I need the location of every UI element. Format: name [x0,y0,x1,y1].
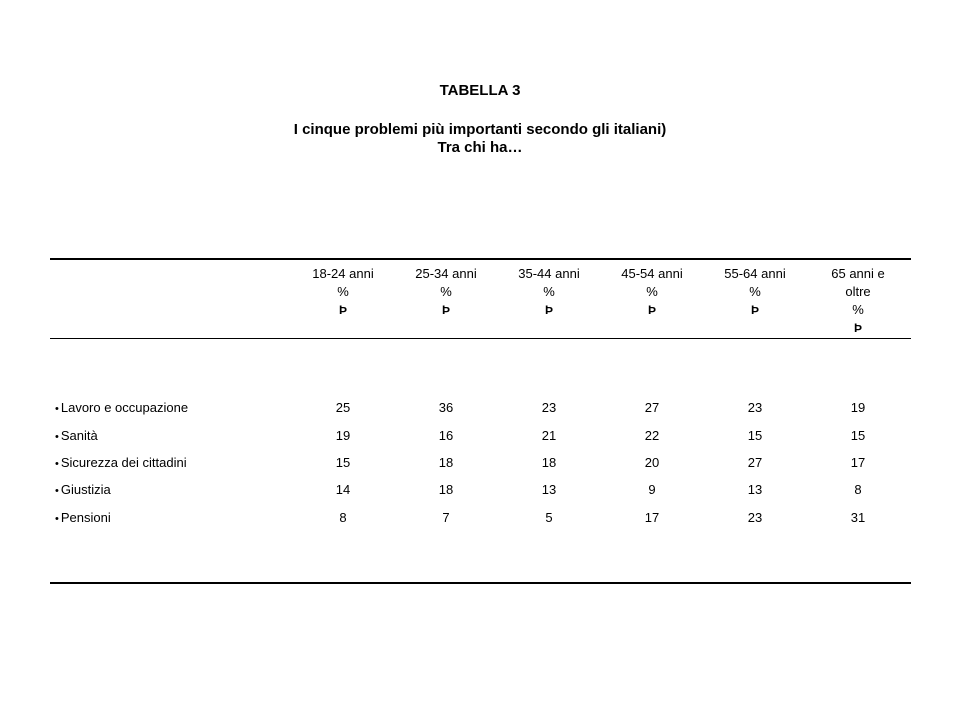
table-cell: 18 [438,482,454,497]
table-cell: 25 [335,400,351,415]
table-cell: 15 [850,428,866,443]
row-label-lavoro [55,400,188,417]
table-cell: 20 [644,455,660,470]
row-label-text: Giustizia [60,482,111,497]
column-header-label: 65 anni e [831,266,885,281]
table-cell: 9 [648,482,656,497]
table-cell: 19 [850,400,866,415]
table-cell: 23 [747,400,763,415]
table-cell: 8 [339,510,347,525]
table-cell: 23 [747,510,763,525]
table-cell: 27 [644,400,660,415]
bullet-icon: • [55,403,59,415]
row-label-text: Sanità [60,428,98,443]
bullet-icon: • [55,431,59,443]
column-header-unit: % [440,284,452,299]
row-label-giustizia [55,482,111,499]
bottom-rule [50,582,911,584]
bullet-icon: • [55,458,59,470]
column-header-25-34 [396,265,496,319]
column-header-label-continued: oltre [845,284,871,299]
table-cell: 14 [335,482,351,497]
table-subtitle: Tra chi ha… [437,139,523,156]
column-header-label: 25-34 anni [415,266,477,281]
column-header-label: 55-64 anni [724,266,786,281]
table-cell: 31 [850,510,866,525]
bullet-icon: • [55,513,59,525]
table-cell: 15 [747,428,763,443]
table-cell: 17 [644,510,660,525]
table-cell: 8 [854,482,862,497]
table-cell: 23 [541,400,557,415]
column-header-45-54 [602,265,702,319]
column-header-unit: % [646,284,658,299]
column-header-unit: % [337,284,349,299]
column-header-55-64 [705,265,805,319]
column-header-unit: % [749,284,761,299]
table-cell: 21 [541,428,557,443]
title-block [0,82,960,157]
row-label-pensioni [55,510,111,527]
bullet-icon: • [55,485,59,497]
header-rule [50,338,911,339]
table-cell: 5 [545,510,553,525]
column-header-unit: % [543,284,555,299]
column-header-unit: % [852,302,864,317]
row-label-text: Pensioni [60,510,111,525]
column-header-label: 35-44 anni [518,266,580,281]
column-header-18-24 [293,265,393,319]
column-header-35-44 [499,265,599,319]
table-cell: 18 [541,455,557,470]
row-label-text: Sicurezza dei cittadini [60,455,187,470]
table-cell: 13 [747,482,763,497]
row-label-sanita [55,428,98,445]
pointer-icon: Þ [544,303,553,317]
table-cell: 36 [438,400,454,415]
table-cell: 16 [438,428,454,443]
table-title: I cinque problemi più importanti secondo gli italiani) [293,121,667,138]
pointer-icon: Þ [338,303,347,317]
column-header-65-plus [808,265,908,337]
table-cell: 22 [644,428,660,443]
table-cell: 27 [747,455,763,470]
column-header-label: 18-24 anni [312,266,374,281]
table-cell: 15 [335,455,351,470]
table-cell: 7 [442,510,450,525]
pointer-icon: Þ [647,303,656,317]
pointer-icon: Þ [853,321,862,335]
top-rule [50,258,911,260]
column-header-label: 45-54 anni [621,266,683,281]
table-cell: 13 [541,482,557,497]
row-label-sicurezza [55,455,187,472]
pointer-icon: Þ [750,303,759,317]
pointer-icon: Þ [441,303,450,317]
table-label: TABELLA 3 [439,82,521,99]
table-cell: 18 [438,455,454,470]
table-cell: 19 [335,428,351,443]
table-cell: 17 [850,455,866,470]
row-label-text: Lavoro e occupazione [60,400,189,415]
